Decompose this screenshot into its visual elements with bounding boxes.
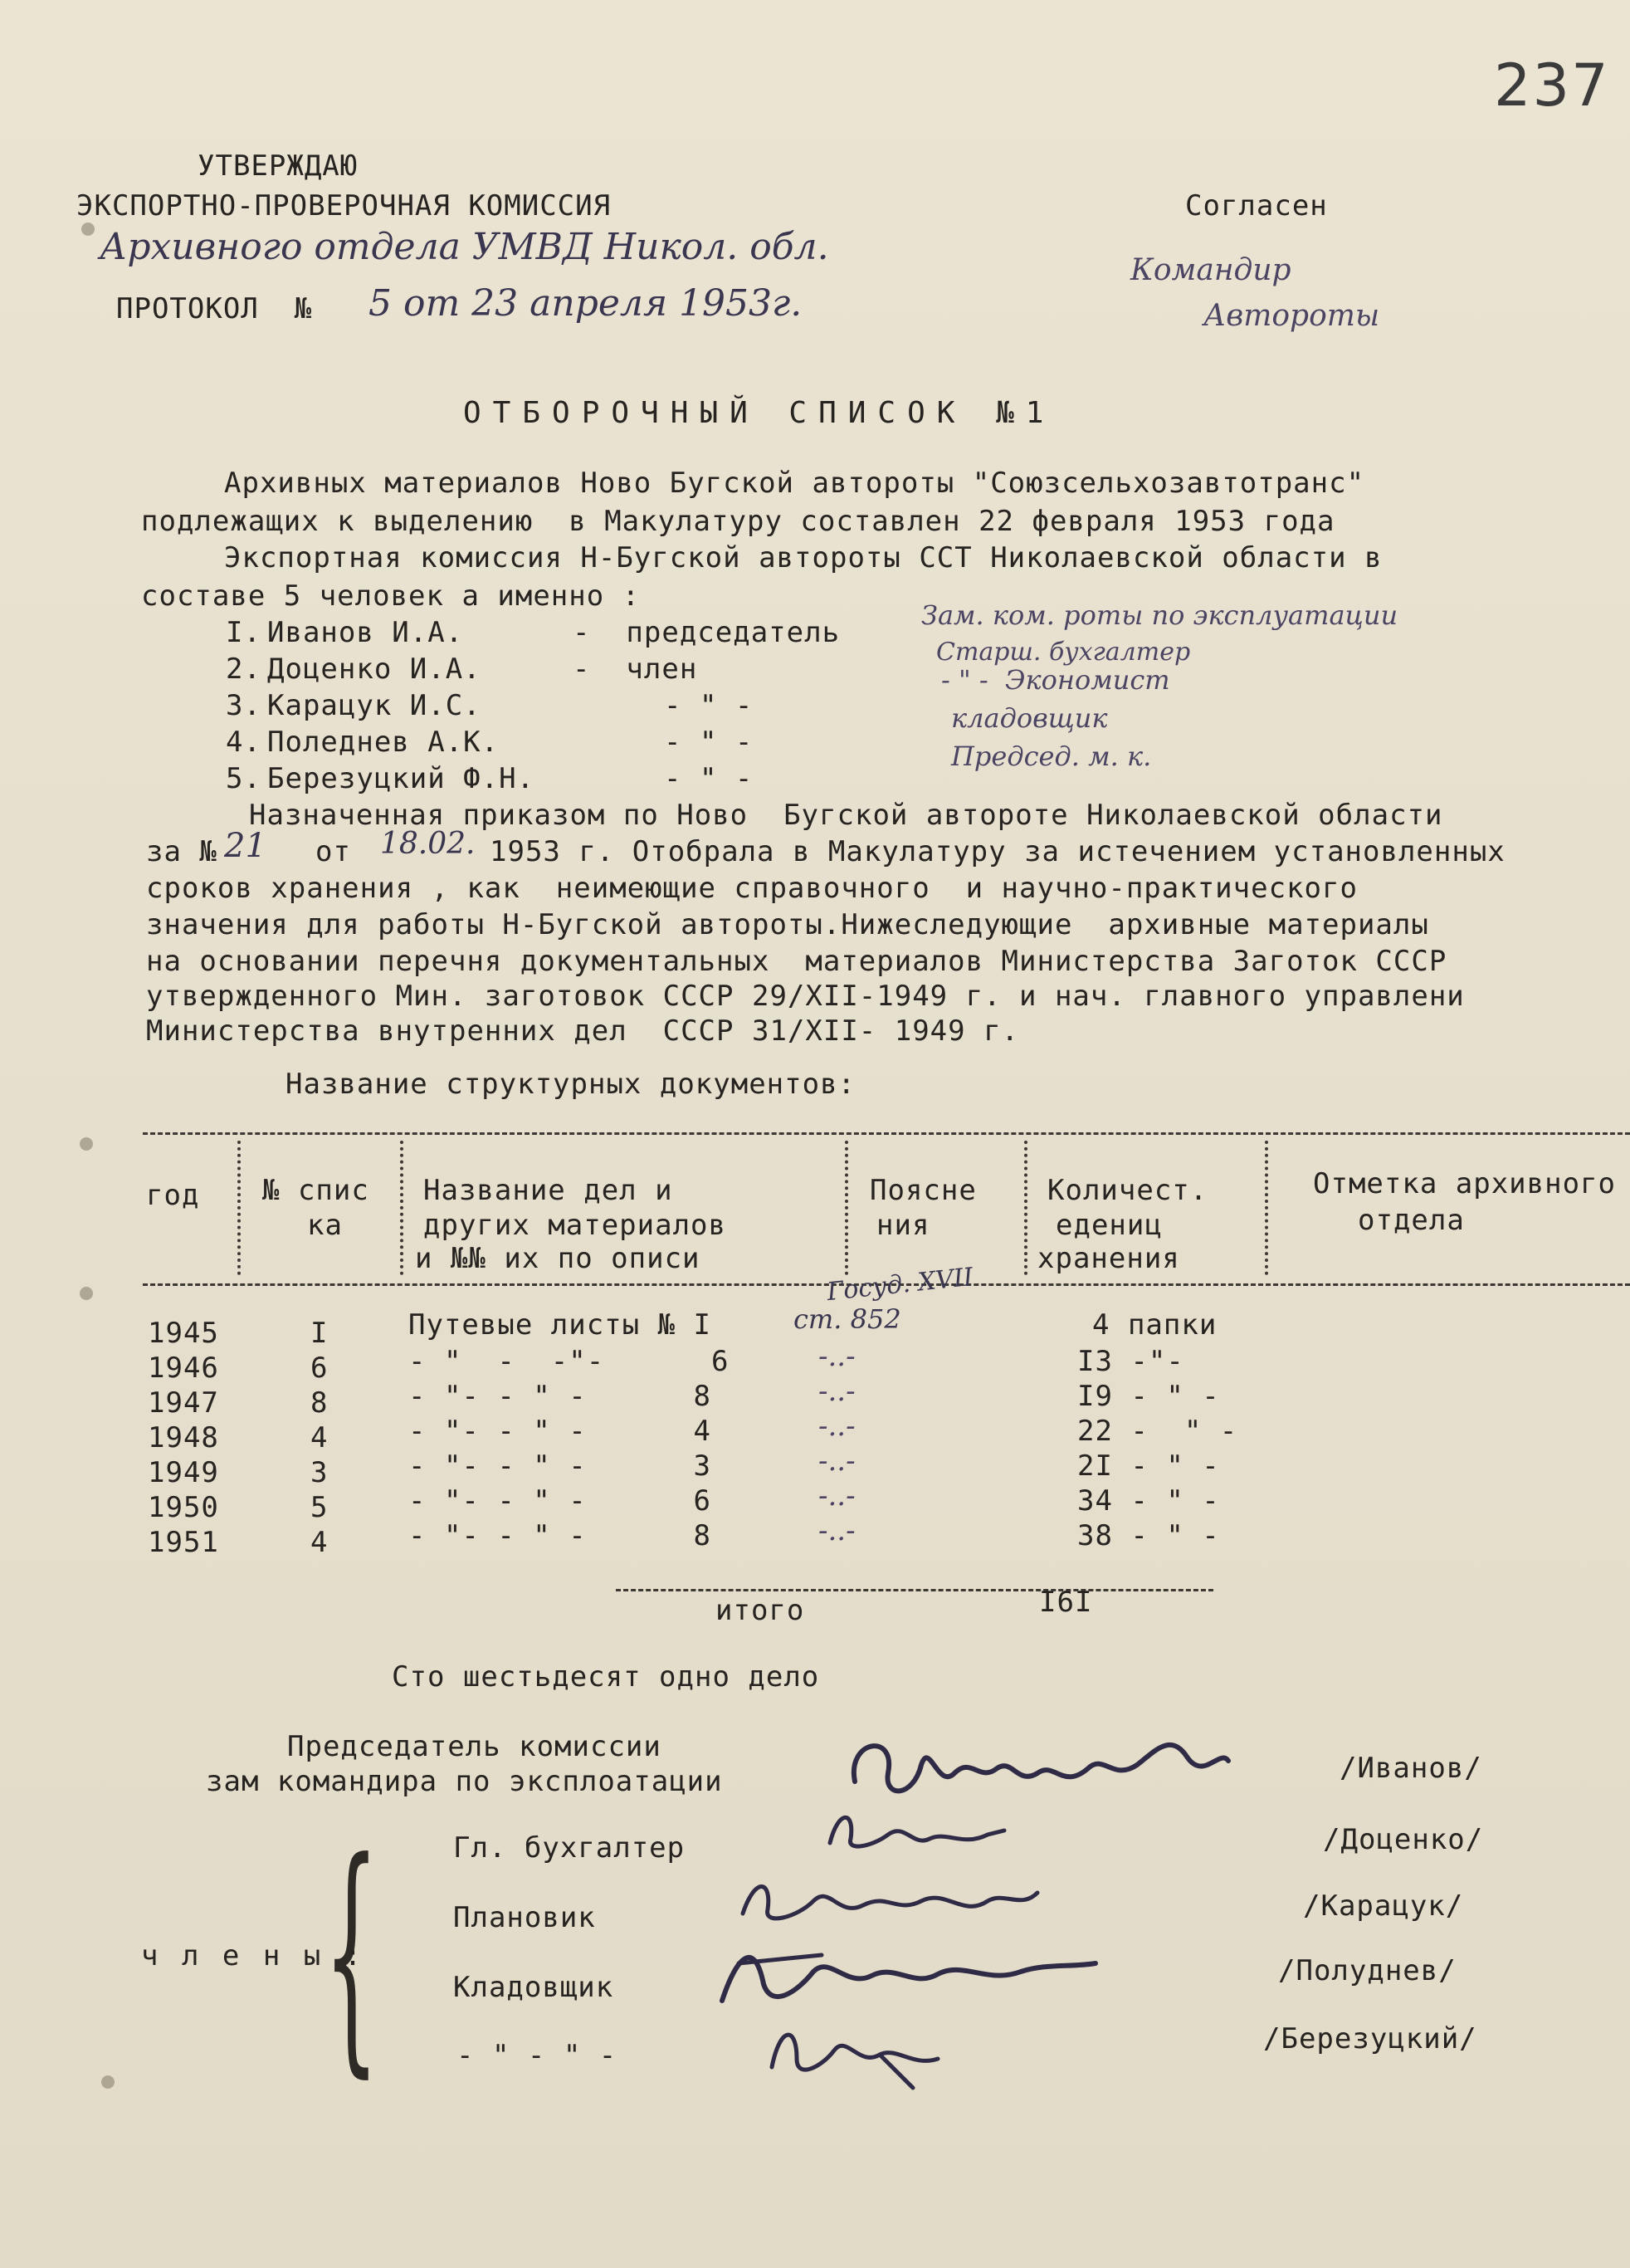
signatory-role: Кладовщик bbox=[453, 1971, 614, 2004]
members-label: ч л е н ы : bbox=[141, 1939, 365, 1972]
total-label: итого bbox=[715, 1594, 805, 1627]
table-row-name: - "- - " - 8 bbox=[408, 1380, 711, 1413]
header-qty-2: едениц bbox=[1056, 1209, 1163, 1242]
body-line-2b: от bbox=[315, 835, 351, 868]
column-separator bbox=[1265, 1141, 1268, 1275]
body-line-7: Министерства внутренних дел СССР 31/XII- 1949 г. bbox=[146, 1014, 1020, 1048]
signature-4 bbox=[705, 1934, 1104, 2017]
table-row-year: 1947 bbox=[148, 1386, 219, 1420]
table-row-list: 6 bbox=[310, 1352, 329, 1385]
column-separator bbox=[1024, 1141, 1027, 1275]
signatory-name: /Березуцкий/ bbox=[1263, 2022, 1477, 2055]
header-qty: Количест. bbox=[1047, 1174, 1208, 1207]
member-role: - " - bbox=[664, 689, 754, 722]
table-row-qty: 2I - " - bbox=[1077, 1449, 1220, 1483]
table-row-notes: -..- bbox=[818, 1444, 856, 1478]
table-row-name: Путевые листы № I bbox=[408, 1308, 711, 1342]
header-name-2: других материалов bbox=[423, 1209, 726, 1242]
column-separator bbox=[845, 1141, 848, 1275]
approval-org-handwritten: Архивного отдела УМВД Никол. обл. bbox=[100, 226, 829, 268]
table-row-year: 1949 bbox=[148, 1456, 219, 1489]
header-name-3: и №№ их по описи bbox=[415, 1242, 700, 1275]
intro-line-3: Экспортная комиссия Н-Бугской автороты ССТ Николаевской области в bbox=[224, 541, 1383, 574]
member-handwritten: Старш. бухгалтер bbox=[936, 638, 1191, 667]
table-caption: Название структурных документов: bbox=[285, 1068, 856, 1101]
page-number: 237 bbox=[1494, 51, 1610, 120]
approval-commission: ЭКСПОРТНО-ПРОВЕРОЧНАЯ КОМИССИЯ bbox=[76, 189, 612, 222]
table-row-notes: -..- bbox=[818, 1410, 856, 1443]
punch-hole bbox=[101, 2075, 115, 2089]
member-num: 3. bbox=[226, 689, 261, 722]
table-row-year: 1951 bbox=[148, 1526, 219, 1559]
protocol-handwritten: 5 от 23 апреля 1953г. bbox=[368, 282, 803, 325]
header-name: Название дел и bbox=[423, 1174, 673, 1207]
table-row-list: 4 bbox=[310, 1526, 329, 1559]
table-row-qty: 34 - " - bbox=[1077, 1484, 1220, 1518]
signature-2 bbox=[822, 1801, 1013, 1860]
signatory-name: /Карацук/ bbox=[1303, 1889, 1464, 1923]
signatory-role: Плановик bbox=[453, 1901, 596, 1934]
punch-hole bbox=[80, 1287, 93, 1300]
header-notes-2: ния bbox=[876, 1209, 930, 1242]
approval-heading: УТВЕРЖДАЮ bbox=[198, 149, 359, 183]
table-row-notes: -..- bbox=[818, 1514, 856, 1547]
column-separator bbox=[400, 1141, 403, 1275]
body-line-6: утвержденного Мин. заготовок СССР 29/XII-1949 г. и нач. главного управлени bbox=[146, 980, 1465, 1013]
intro-line-4: составе 5 человек а именно : bbox=[141, 579, 641, 613]
table-row-name: - "- - " - 4 bbox=[408, 1415, 711, 1448]
body-line-5: на основании перечня документальных материалов Министерства Заготок СССР bbox=[146, 945, 1447, 978]
order-date-handwritten: 18.02. bbox=[380, 827, 476, 861]
member-role: - " - bbox=[664, 726, 754, 759]
header-mark-2: отдела bbox=[1358, 1204, 1465, 1237]
document-title: ОТБОРОЧНЫЙ СПИСОК №1 bbox=[463, 396, 1056, 430]
member-handwritten: Председ. м. к. bbox=[951, 741, 1152, 772]
table-row-year: 1946 bbox=[148, 1352, 219, 1385]
header-year: год bbox=[146, 1179, 200, 1212]
column-separator bbox=[237, 1141, 241, 1275]
notes-handwritten-1: Госуд. XVII bbox=[825, 1262, 975, 1308]
member-name: Иванов И.А. bbox=[267, 616, 464, 649]
table-row-year: 1945 bbox=[148, 1317, 219, 1350]
table-top-rule bbox=[143, 1132, 1630, 1135]
punch-hole bbox=[81, 222, 95, 236]
signatory-role: Гл. бухгалтер bbox=[453, 1831, 686, 1865]
table-row-notes: -..- bbox=[818, 1340, 856, 1373]
chair-title-2: зам командира по эксплоатации bbox=[206, 1765, 723, 1798]
body-line-2a: за № bbox=[146, 835, 217, 868]
body-line-1: Назначенная приказом по Ново Бугской авторотe Николаевской области bbox=[249, 799, 1443, 832]
member-name: Березуцкий Ф.Н. bbox=[267, 762, 535, 795]
table-row-list: 4 bbox=[310, 1421, 329, 1454]
intro-line-2: подлежащих к выделению в Макулатуру составлен 22 февраля 1953 года bbox=[141, 505, 1335, 538]
member-num: 2. bbox=[226, 653, 261, 686]
body-line-4: значения для работы Н-Бугской автороты.Нижеследующие архивные материалы bbox=[146, 908, 1429, 941]
table-row-notes: -..- bbox=[818, 1479, 856, 1513]
body-line-2c: 1953 г. Отобрала в Макулатуру за истечением установленных bbox=[490, 835, 1506, 868]
table-row-qty: I3 -"- bbox=[1077, 1345, 1184, 1378]
table-row-qty: 4 папки bbox=[1092, 1308, 1218, 1342]
notes-handwritten-2: ст. 852 bbox=[793, 1303, 901, 1335]
table-row-name: - "- - " - 6 bbox=[408, 1484, 711, 1518]
total-value: I6I bbox=[1039, 1586, 1093, 1619]
total-rule bbox=[616, 1589, 1213, 1591]
table-row-list: 5 bbox=[310, 1491, 329, 1524]
member-role: - председатель bbox=[573, 616, 841, 649]
header-qty-3: хранения bbox=[1037, 1242, 1180, 1275]
table-row-list: I bbox=[310, 1317, 329, 1350]
table-row-year: 1950 bbox=[148, 1491, 219, 1524]
chair-title-1: Председатель комиссии bbox=[287, 1730, 661, 1763]
table-row-list: 8 bbox=[310, 1386, 329, 1420]
member-name: Карацук И.С. bbox=[267, 689, 481, 722]
signature-5 bbox=[755, 2009, 954, 2092]
header-notes: Поясне bbox=[870, 1174, 977, 1207]
member-handwritten: - " - Экономист bbox=[941, 664, 1170, 696]
header-mark: Отметка архивного bbox=[1313, 1167, 1616, 1200]
member-num: 5. bbox=[226, 762, 261, 795]
table-row-notes: -..- bbox=[818, 1375, 856, 1408]
table-row-qty: 38 - " - bbox=[1077, 1519, 1220, 1552]
member-num: 4. bbox=[226, 726, 261, 759]
header-list: № спис bbox=[262, 1174, 369, 1207]
chair-name: /Иванов/ bbox=[1340, 1752, 1482, 1785]
table-row-list: 3 bbox=[310, 1456, 329, 1489]
total-in-words: Сто шестьдесят одно дело bbox=[392, 1660, 820, 1694]
punch-hole bbox=[80, 1137, 93, 1151]
table-row-qty: 22 - " - bbox=[1077, 1415, 1238, 1448]
table-row-year: 1948 bbox=[148, 1421, 219, 1454]
member-role: - " - bbox=[664, 762, 754, 795]
agreed-handwritten-1: Командир bbox=[1130, 253, 1291, 287]
agreed-label: Согласен bbox=[1185, 189, 1328, 222]
member-handwritten: Зам. ком. роты по эксплуатации bbox=[921, 599, 1398, 631]
member-handwritten: кладовщик bbox=[951, 702, 1108, 734]
signature-3 bbox=[730, 1868, 1046, 1934]
signatory-name: /Доценко/ bbox=[1323, 1823, 1484, 1856]
table-row-name: - " - -"- 6 bbox=[408, 1345, 730, 1378]
signatory-name: /Полуднев/ bbox=[1278, 1954, 1457, 1987]
header-list-2: ка bbox=[307, 1209, 343, 1242]
order-number-handwritten: 21 bbox=[224, 827, 266, 865]
member-name: Поледнев А.К. bbox=[267, 726, 500, 759]
member-name: Доценко И.А. bbox=[267, 653, 481, 686]
agreed-handwritten-2: Автороты bbox=[1203, 299, 1380, 333]
member-role: - член bbox=[573, 653, 698, 686]
body-line-3: сроков хранения , как неимеющие справочного и научно-практического bbox=[146, 872, 1358, 905]
intro-line-1: Архивных материалов Ново Бугской автороты "Союзсельхозавтотранс" bbox=[224, 467, 1365, 500]
table-row-qty: I9 - " - bbox=[1077, 1380, 1220, 1413]
member-num: I. bbox=[226, 616, 261, 649]
members-brace: { bbox=[324, 1809, 379, 2099]
table-row-name: - "- - " - 3 bbox=[408, 1449, 711, 1483]
table-row-name: - "- - " - 8 bbox=[408, 1519, 711, 1552]
protocol-label: ПРОТОКОЛ № bbox=[116, 292, 313, 325]
signatory-role: - " - " - bbox=[456, 2039, 617, 2072]
